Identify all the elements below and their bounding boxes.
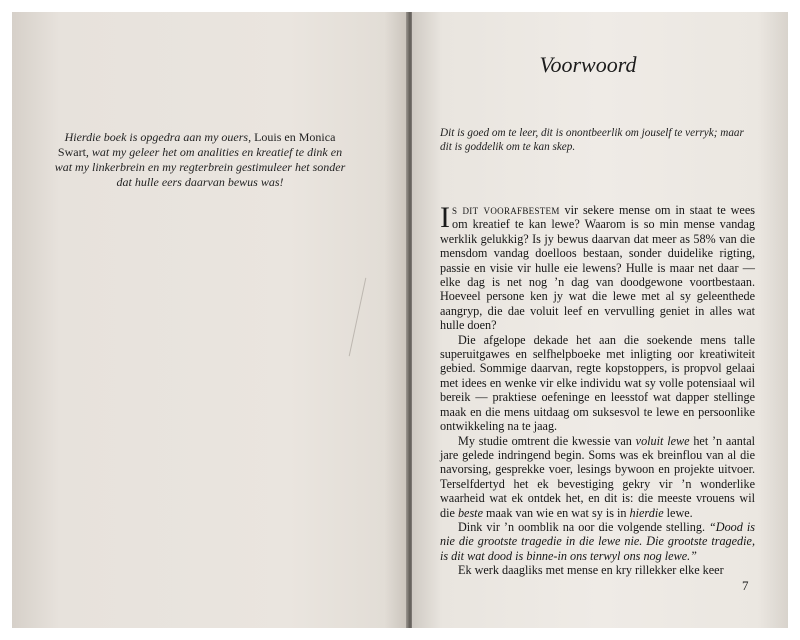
opening-small-caps: s dit voorafbestem [452,203,560,217]
paragraph-3-text-a: My studie omtrent die kwessie van [458,433,636,448]
paragraph-3-text-b: het ’n aantal jare gelede indringend begin. Soms was ek breinflou van al die navorsing, gesprekke voer, lesings bywoon en projekte uitvoer. Terselfdertyd het ek bevestiging gekry vir ’n wonderlike waarheid wat ek ontdek het, en dit is: die meeste vrouens wil die [440,433,756,520]
paragraph-4 [440,520,755,563]
paragraph-3 [440,434,755,520]
dedication [50,130,350,190]
chapter-body [440,203,755,578]
emphasis-voluit-lewe: voluit lewe [635,433,690,448]
paragraph-4-text: Dink vir ’n oomblik na oor die volgende stelling. [458,519,709,534]
paragraph-1-text: vir sekere mense om in staat te wees om kreatief te kan lewe? Waarom is so min mense vandag werklik gelukkig? Is jy bewus daarvan dat meer as 58% van die mensdom vandag doelloos bestaan, sonder duidelike rigting, passie en visie vir hulle eie lewens? Hulle is maar net daar — elke dag is net nog ’n dag van doodgewone voortbestaan. Hoeveel persone ken jy wat die lewe met al sy geleenthede aangryp, die dae voluit leef en vervulling geniet in alles wat hulle doen? [440,203,755,333]
dedication-lead: Hierdie boek is opgedra aan my ouers, [64,130,255,144]
emphasis-beste: beste [457,505,483,520]
dedication-rest: , wat my geleer het om analities en kreatief te dink en wat my linkerbrein en my regterbrein gestimuleer het sonder dat hulle eers daarvan bewus was! [54,145,346,189]
chapter-title: Voorwoord [539,52,637,77]
dedication-names: Louis en Monica Swart [57,130,336,159]
epigraph: Dit is goed om te leer, dit is onontbeerlik om jouself te verryk; maar dit is goddelik om te kan skep. [440,127,744,153]
paragraph-3-text-c: maak van wie en wat sy is in [482,505,630,520]
paragraph-5: Ek werk daagliks met mense en kry rillekker elke keer [458,563,724,578]
page-crease [349,278,367,356]
emphasis-hierdie: hierdie [629,505,664,520]
paragraph-1 [440,203,755,333]
drop-cap: I [440,201,450,234]
paragraph-2: Die afgelope dekade het aan die soekende mens talle superuitgawes en selfhelpboeke met inligting oor kreatiwiteit gebied. Sommige daarvan, regte kopstoppers, is propvol gelaai met idees en wenke vir elke individu wat sy volle potensiaal wil bereik — praktiese oefeninge en leesstof wat dapper stellinge maak en die mens uitdaag om suksesvol te lewe en persoonlike ontwikkeling na te jaag. [440,332,755,434]
page-number: 7 [742,578,749,593]
quote: “Dood is nie die grootste tragedie in die lewe nie. Die grootste tragedie, is dit wat dood is binne-in ons terwyl ons nog lewe.” [440,519,755,563]
left-page [12,12,408,628]
paragraph-3-text-d: lewe. [663,505,693,520]
